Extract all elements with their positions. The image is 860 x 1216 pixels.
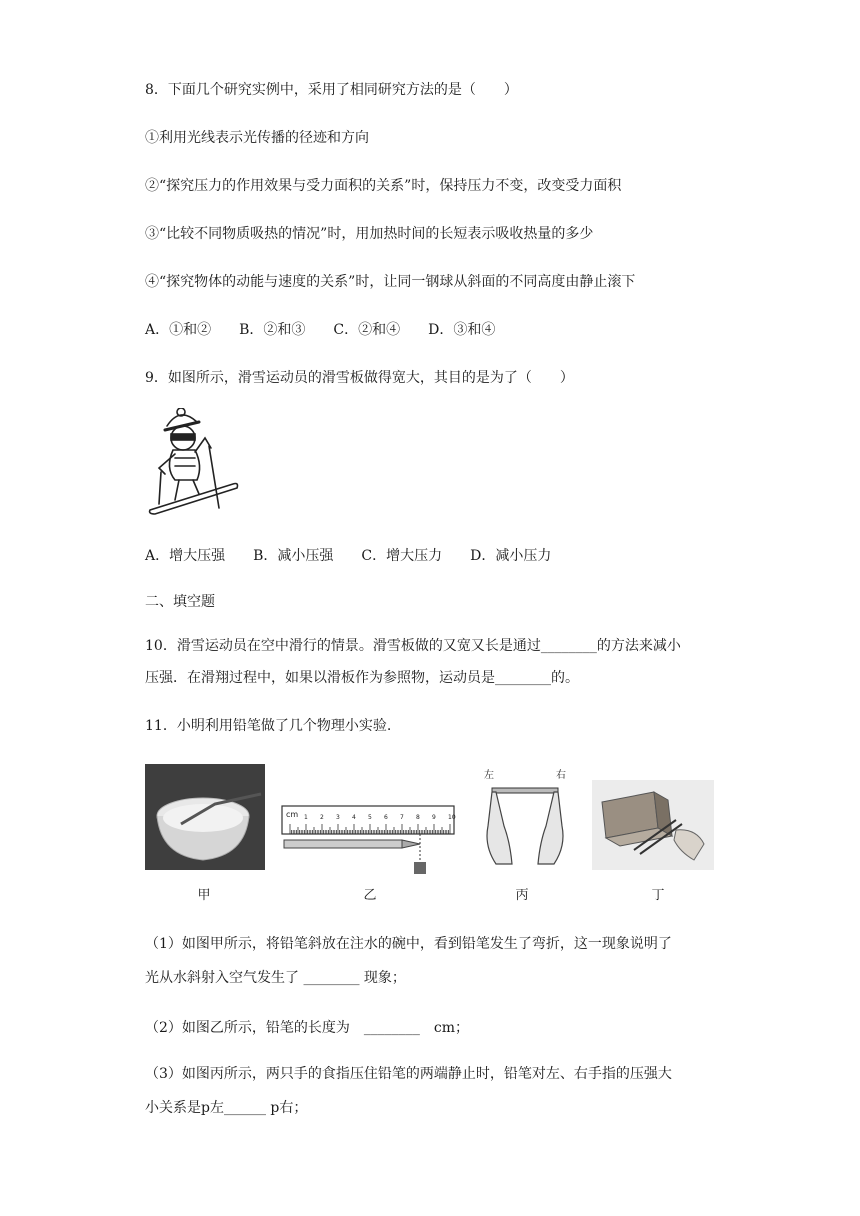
q11-sub3-line-1: （3）如图丙所示，两只手的食指压住铅笔的两端静止时，铅笔对左、右手指的压强大: [145, 1066, 672, 1082]
figure-label-bing: 丙: [515, 888, 529, 903]
ruler-tick-label: 5: [368, 814, 372, 821]
ruler-tick-label: 2: [320, 814, 324, 821]
figure-label-yi: 乙: [363, 888, 377, 903]
figure-label-jia: 甲: [197, 888, 211, 903]
skier-figure: [145, 408, 240, 518]
figure-ruler: [280, 804, 460, 878]
q10-line-2: 压强．在滑翔过程中，如果以滑板作为参照物，运动员是________的。: [145, 670, 579, 686]
q8-option-b: B．②和③: [239, 322, 306, 338]
q8-item-1: ①利用光线表示光传播的径迹和方向: [145, 130, 369, 146]
figure-hands: [478, 766, 574, 870]
q11-stem: 11．小明利用铅笔做了几个物理小实验.: [145, 718, 392, 734]
ruler-tick-label: 9: [432, 814, 436, 821]
ruler-tick-label: 6: [384, 814, 388, 821]
q9-option-d: D．减小压力: [470, 548, 552, 564]
ruler-unit-label: cm: [286, 810, 299, 819]
ruler-tick-label: 7: [400, 814, 404, 821]
q11-sub1-line-2: 光从水斜射入空气发生了 ________ 现象；: [145, 970, 406, 986]
q8-item-4: ④“探究物体的动能与速度的关系”时，让同一钢球从斜面的不同高度由静止滚下: [145, 274, 636, 290]
ruler-tick-label: 3: [336, 814, 340, 821]
q8-option-a: A．①和②: [145, 322, 212, 338]
hand-left-label: 左: [484, 770, 494, 781]
q9-stem: 9．如图所示，滑雪运动员的滑雪板做得宽大，其目的是为了（ ）: [145, 370, 574, 386]
q8-item-3: ③“比较不同物质吸热的情况”时，用加热时间的长短表示吸收热量的多少: [145, 226, 594, 242]
q10-line-1: 10．滑雪运动员在空中滑行的情景。滑雪板做的又宽又长是通过________的方法来减小: [145, 638, 681, 654]
q8-stem: 8．下面几个研究实例中，采用了相同研究方法的是（ ）: [145, 82, 518, 98]
q9-option-b: B．减小压强: [253, 548, 334, 564]
figure-bowl-photo: [145, 764, 265, 870]
q8-item-2: ②“探究压力的作用效果与受力面积的关系”时，保持压力不变，改变受力面积: [145, 178, 622, 194]
q11-sub2: （2）如图乙所示，铅笔的长度为 ________ cm；: [145, 1020, 470, 1036]
ruler-tick-label: 8: [416, 814, 420, 821]
q11-sub1-line-1: （1）如图甲所示，将铅笔斜放在注水的碗中，看到铅笔发生了弯折，这一现象说明了: [145, 936, 672, 952]
section-heading: 二、填空题: [145, 594, 215, 610]
q8-option-d: D．③和④: [428, 322, 496, 338]
ruler-tick-label: 1: [304, 814, 308, 821]
q11-sub3-line-2: 小关系是p左______ p右；: [145, 1100, 308, 1116]
figure-label-ding: 丁: [651, 888, 665, 903]
ruler-tick-label: 10: [448, 814, 456, 821]
q8-options: [145, 320, 523, 340]
ruler-tick-label: 4: [352, 814, 356, 821]
q9-option-c: C．增大压力: [361, 548, 443, 564]
q8-option-c: C．②和④: [333, 322, 401, 338]
hand-right-label: 右: [556, 770, 566, 781]
figure-box-photo: [592, 780, 714, 870]
q9-option-a: A．增大压强: [145, 548, 226, 564]
q9-options: [145, 546, 579, 566]
